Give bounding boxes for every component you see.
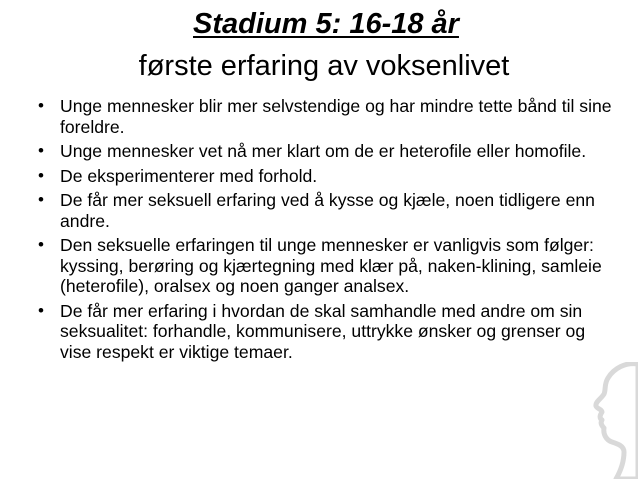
bullet-icon: • — [38, 165, 44, 185]
bullet-item — [38, 141, 618, 162]
bullet-text: De får mer erfaring i hvordan de skal samhandle med andre om sin seksualitet: forhandle, kommunisere, uttrykke ønsker og grenser og vise respekt er viktige temaer. — [60, 300, 586, 362]
slide-title-block — [0, 6, 638, 85]
bullet-text: Unge mennesker vet nå mer klart om de er heterofile eller homofile. — [60, 141, 587, 161]
head-profile-icon — [590, 362, 638, 479]
bullet-item — [38, 96, 618, 137]
bullet-item — [38, 190, 618, 231]
slide-subtitle: første erfaring av voksenlivet — [138, 50, 510, 82]
bullet-item — [38, 301, 618, 363]
bullet-list — [38, 96, 618, 366]
head-profile-outline — [596, 364, 638, 479]
bullet-icon: • — [38, 300, 44, 320]
bullet-text: De eksperimenterer med forhold. — [60, 165, 318, 186]
bullet-text: De får mer seksuell erfaring ved å kysse og kjæle, noen tidligere enn andre. — [60, 190, 595, 231]
bullet-text: Unge mennesker blir mer selvstendige og har mindre tette bånd til sine foreldre. — [60, 96, 612, 137]
bullet-icon: • — [38, 141, 44, 160]
bullet-text: Den seksuelle erfaringen til unge mennesker er vanligvis som følger: kyssing, berøring og kjærtegning med klær på, naken-klining, samleie (heterofile), oralsex og noen ganger analsex. — [60, 235, 602, 296]
bullet-item — [38, 166, 618, 187]
bullet-icon: • — [38, 96, 44, 115]
slide-title: Stadium 5: 16-18 år — [193, 8, 459, 40]
bullet-icon: • — [38, 235, 44, 254]
bullet-icon: • — [38, 190, 44, 209]
bullet-item — [38, 235, 618, 297]
